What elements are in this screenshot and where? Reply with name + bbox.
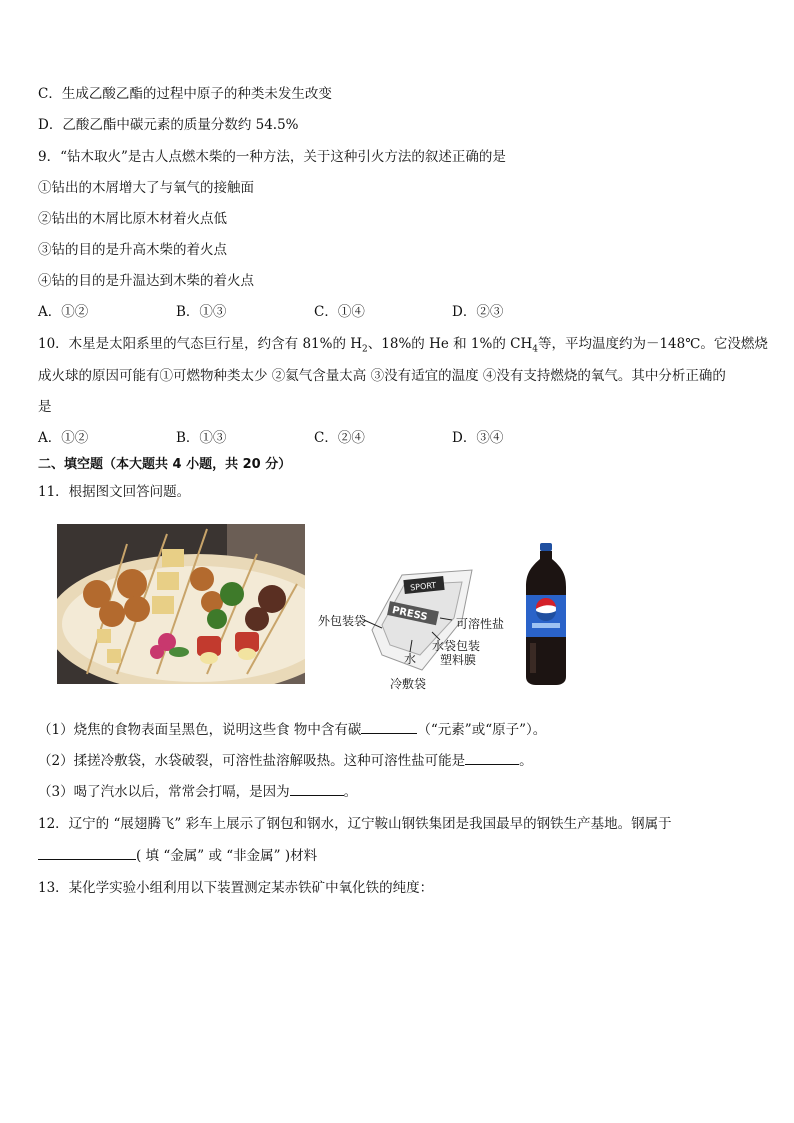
q10-option-a: A．①②	[38, 430, 89, 446]
q8-option-d: D．乙酸乙酯中碳元素的质量分数约 54.5%	[38, 117, 299, 133]
answer-blank-1[interactable]	[361, 720, 417, 734]
q9-option-a: A．①②	[38, 304, 89, 320]
label-outer-bag: 外包装袋	[318, 614, 367, 628]
label-water: 水	[404, 652, 417, 666]
q12-stem-line1: 12．辽宁的 “展翅腾飞” 彩车上展示了钢包和钢水，辽宁鞍山钢铁集团是我国最早的钢铁生产基地。钢属于	[38, 816, 672, 832]
q9-stem: 9．“钻木取火”是古人点燃木柴的一种方法，关于这种引火方法的叙述正确的是	[38, 149, 506, 165]
q10-option-d: D．③④	[452, 430, 504, 446]
section-heading: 二、填空题（本大题共 4 小题，共 20 分）	[38, 457, 292, 472]
q10-stem-line1: 10．木星是太阳系里的气态巨行星，约含有 81%的 $H_2$、18%的 He 和 1%的 $CH_4$等，平均温度约为－148℃。它没燃烧	[38, 336, 768, 355]
q10-option-b: B．①③	[176, 430, 227, 446]
answer-blank-4[interactable]	[38, 846, 136, 860]
label-water-bag-film-1: 水袋包装	[432, 639, 481, 653]
q10-stem-line2: 成火球的原因可能有①可燃物种类太少 ②氦气含量太高 ③没有适宜的温度 ④没有支持燃烧的氧气。其中分析正确的	[38, 368, 726, 384]
q9-statement-2: ②钻出的木屑比原木材着火点低	[38, 211, 227, 227]
q11-sub-1: （1）烧焦的食物表面呈黑色，说明这些食 物中含有碳 （“元素”或“原子”）。	[38, 722, 547, 738]
q9-option-d: D．②③	[452, 304, 504, 320]
figure-caption: 冷敷袋	[390, 677, 427, 691]
pack-brand-text: SPORT	[409, 580, 437, 593]
q9-statement-1: ①钻出的木屑增大了与氧气的接触面	[38, 180, 254, 196]
q13-stem: 13．某化学实验小组利用以下装置测定某赤铁矿中氧化铁的纯度：	[38, 880, 434, 896]
answer-blank-3[interactable]	[290, 782, 344, 796]
q11-stem: 11．根据图文回答问题。	[38, 484, 191, 500]
q11-sub-2: （2）揉搓冷敷袋，水袋破裂，可溶性盐溶解吸热。这种可溶性盐可能是 。	[38, 753, 533, 769]
q9-option-b: B．①③	[176, 304, 227, 320]
label-soluble-salt: 可溶性盐	[456, 617, 505, 631]
q8-option-c: C．生成乙酸乙酯的过程中原子的种类未发生改变	[38, 86, 332, 102]
q9-statement-4: ④钻的目的是升温达到木柴的着火点	[38, 273, 254, 289]
q9-option-c: C．①④	[314, 304, 365, 320]
q9-statement-3: ③钻的目的是升高木柴的着火点	[38, 242, 227, 258]
answer-blank-2[interactable]	[465, 751, 519, 765]
q12-stem-line2: ( 填 “金属” 或 “非金属” )材料	[38, 844, 317, 864]
q11-sub-3: （3）喝了汽水以后，常常会打嗝，是因为 。	[38, 784, 358, 800]
q10-stem-line3: 是	[38, 399, 52, 415]
food-skewers-photo	[57, 524, 305, 684]
q10-option-c: C．②④	[314, 430, 365, 446]
soda-bottle-image	[520, 543, 572, 685]
pack-press-text: PRESS	[390, 604, 429, 624]
label-water-bag-film-2: 塑料膜	[440, 653, 477, 667]
